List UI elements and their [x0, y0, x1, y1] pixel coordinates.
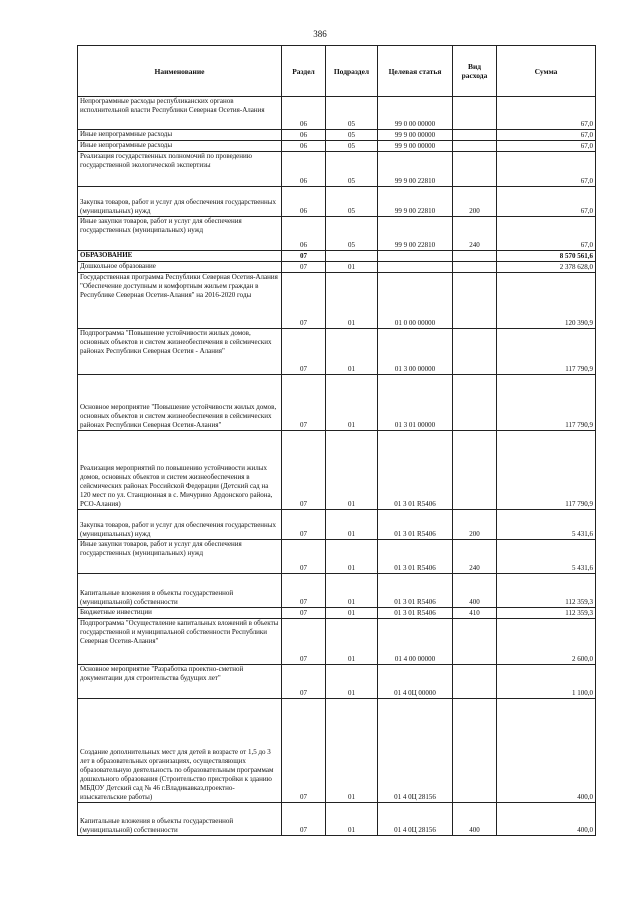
row-type: [453, 141, 497, 152]
table-row: [78, 510, 596, 540]
row-target: 01 3 01 R5406: [378, 574, 453, 608]
row-section: 07: [282, 608, 326, 619]
row-section: 06: [282, 187, 326, 217]
header-target: Целевая статья: [378, 46, 453, 97]
row-target: 99 9 00 00000: [378, 141, 453, 152]
row-type: [453, 665, 497, 699]
row-subsection: 05: [326, 130, 378, 141]
row-target: [378, 251, 453, 262]
row-name: Закупка товаров, работ и услуг для обеспечения государственных (муниципальных) нужд: [78, 187, 282, 217]
row-subsection: 01: [326, 803, 378, 836]
row-target: 01 3 01 R5406: [378, 608, 453, 619]
row-section: 07: [282, 619, 326, 665]
row-target: 99 9 00 22810: [378, 187, 453, 217]
row-subsection: [326, 251, 378, 262]
row-name: Закупка товаров, работ и услуг для обеспечения государственных (муниципальных) нужд: [78, 510, 282, 540]
row-name: Основное мероприятие "Повышение устойчивости жилых домов, основных объектов и систем жизнеобеспечения в сейсмических районах Республики Северная Осетия-Алания": [78, 375, 282, 431]
row-name: Иные закупки товаров, работ и услуг для обеспечения государственных (муниципальных) нужд: [78, 540, 282, 574]
table-row: [78, 97, 596, 130]
row-sum: 67,0: [497, 152, 596, 187]
row-section: 07: [282, 803, 326, 836]
table-row: [78, 273, 596, 329]
table-row: [78, 574, 596, 608]
row-section: 06: [282, 97, 326, 130]
row-subsection: 01: [326, 574, 378, 608]
row-name: Иные закупки товаров, работ и услуг для обеспечения государственных (муниципальных) нужд: [78, 217, 282, 251]
table-row: [78, 803, 596, 836]
row-type: [453, 619, 497, 665]
row-subsection: 01: [326, 619, 378, 665]
row-subsection: 01: [326, 431, 378, 510]
row-type: [453, 262, 497, 273]
table-row: [78, 375, 596, 431]
row-subsection: 01: [326, 329, 378, 375]
row-target: [378, 262, 453, 273]
row-target: 99 9 00 00000: [378, 130, 453, 141]
table-header-row: [78, 46, 596, 97]
row-type: [453, 329, 497, 375]
row-name: Капитальные вложения в объекты государственной (муниципальной) собственности: [78, 574, 282, 608]
row-sum: 112 359,3: [497, 608, 596, 619]
table-row: [78, 699, 596, 803]
row-sum: 5 431,6: [497, 510, 596, 540]
row-section: 07: [282, 329, 326, 375]
header-type: Вид расхода: [453, 46, 497, 97]
row-name: Иные непрограммные расходы: [78, 130, 282, 141]
row-type: [453, 375, 497, 431]
row-sum: 400,0: [497, 803, 596, 836]
row-type: [453, 97, 497, 130]
header-subsection: Подраздел: [326, 46, 378, 97]
row-type: [453, 251, 497, 262]
row-section: 07: [282, 574, 326, 608]
row-sum: 67,0: [497, 217, 596, 251]
row-sum: 117 790,9: [497, 431, 596, 510]
row-section: 07: [282, 665, 326, 699]
row-sum: 120 390,9: [497, 273, 596, 329]
row-subsection: 05: [326, 97, 378, 130]
row-type: [453, 699, 497, 803]
row-sum: 2 600,0: [497, 619, 596, 665]
row-section: 07: [282, 251, 326, 262]
table-row: [78, 262, 596, 273]
row-type: 200: [453, 187, 497, 217]
row-sum: 67,0: [497, 141, 596, 152]
row-name: Основное мероприятие "Разработка проектно-сметной документации для строительства будущих лет": [78, 665, 282, 699]
row-name: Непрограммные расходы республиканских органов исполнительной власти Республики Северная Осетия-Алания: [78, 97, 282, 130]
page-number: 386: [313, 29, 327, 39]
row-section: 07: [282, 699, 326, 803]
row-subsection: 05: [326, 152, 378, 187]
row-type: 400: [453, 803, 497, 836]
row-subsection: 01: [326, 510, 378, 540]
row-target: 99 9 00 22810: [378, 152, 453, 187]
row-name: Подпрограмма "Осуществление капитальных вложений в объекты государственной и муниципальной собственности Республики Северная Осетия-Алания": [78, 619, 282, 665]
row-section: 07: [282, 262, 326, 273]
row-target: 01 0 00 00000: [378, 273, 453, 329]
row-type: 410: [453, 608, 497, 619]
row-name: Создание дополнительных мест для детей в возрасте от 1,5 до 3 лет в образовательных организациях, осуществляющих образовательную деятельность по образовательным программам дошкольного образования (Строительство пристройки к зданию МБДОУ Детский сад № 46 г.Владикавказ,проектно-изыскательские работы): [78, 699, 282, 803]
row-name: Дошкольное образование: [78, 262, 282, 273]
row-target: 01 3 01 R5406: [378, 510, 453, 540]
row-target: 01 4 0Ц 28156: [378, 803, 453, 836]
row-target: 01 4 00 00000: [378, 619, 453, 665]
row-name: ОБРАЗОВАНИЕ: [78, 251, 282, 262]
row-type: 240: [453, 217, 497, 251]
row-subsection: 05: [326, 217, 378, 251]
budget-table: [77, 45, 596, 836]
row-type: [453, 152, 497, 187]
row-section: 07: [282, 540, 326, 574]
header-name: Наименование: [78, 46, 282, 97]
row-subsection: 05: [326, 187, 378, 217]
row-target: 01 3 01 R5406: [378, 431, 453, 510]
row-subsection: 01: [326, 273, 378, 329]
row-target: 01 4 0Ц 00000: [378, 665, 453, 699]
row-target: 99 9 00 22810: [378, 217, 453, 251]
row-name: Бюджетные инвестиции: [78, 608, 282, 619]
row-target: 99 0 00 00000: [378, 97, 453, 130]
table-row: [78, 619, 596, 665]
row-type: 200: [453, 510, 497, 540]
table-row: [78, 152, 596, 187]
row-section: 06: [282, 152, 326, 187]
row-name: Реализация мероприятий по повышению устойчивости жилых домов, основных объектов и систем жизнеобеспечения в сейсмических районах Российской Федерации (Детский сад на 120 мест по ул. Станционная в с. Мичурино Ардонского района, РСО-Алания): [78, 431, 282, 510]
table-row: [78, 540, 596, 574]
row-sum: 1 100,0: [497, 665, 596, 699]
row-sum: 5 431,6: [497, 540, 596, 574]
row-target: 01 3 00 00000: [378, 329, 453, 375]
row-type: [453, 130, 497, 141]
row-sum: 112 359,3: [497, 574, 596, 608]
row-sum: 67,0: [497, 130, 596, 141]
row-sum: 67,0: [497, 187, 596, 217]
header-sum: Сумма: [497, 46, 596, 97]
row-sum: 117 790,9: [497, 329, 596, 375]
row-subsection: 01: [326, 699, 378, 803]
table-row: [78, 329, 596, 375]
row-name: Реализация государственных полномочий по проведению государственной экологической экспертизы: [78, 152, 282, 187]
row-target: 01 3 01 R5406: [378, 540, 453, 574]
row-type: [453, 431, 497, 510]
row-subsection: 01: [326, 608, 378, 619]
row-name: Капитальные вложения в объекты государственной (муниципальной) собственности: [78, 803, 282, 836]
row-sum: 67,0: [497, 97, 596, 130]
row-section: 06: [282, 217, 326, 251]
table-row: [78, 665, 596, 699]
row-subsection: 05: [326, 141, 378, 152]
row-target: 01 3 01 00000: [378, 375, 453, 431]
row-type: 240: [453, 540, 497, 574]
row-name: Иные непрограммные расходы: [78, 141, 282, 152]
row-type: [453, 273, 497, 329]
row-section: 07: [282, 273, 326, 329]
row-section: 07: [282, 431, 326, 510]
row-name: Подпрограмма "Повышение устойчивости жилых домов, основных объектов и систем жизнеобеспечения в сейсмических районах Республики Северная Осетия - Алания": [78, 329, 282, 375]
row-subsection: 01: [326, 540, 378, 574]
row-section: 06: [282, 130, 326, 141]
table-row: [78, 187, 596, 217]
row-type: 400: [453, 574, 497, 608]
table-row: [78, 217, 596, 251]
row-section: 06: [282, 141, 326, 152]
row-subsection: 01: [326, 262, 378, 273]
row-section: 07: [282, 375, 326, 431]
row-subsection: 01: [326, 375, 378, 431]
table-row: [78, 608, 596, 619]
table-row: [78, 431, 596, 510]
header-section: Раздел: [282, 46, 326, 97]
table-row: [78, 251, 596, 262]
table-row: [78, 141, 596, 152]
row-sum: 8 570 561,6: [497, 251, 596, 262]
row-sum: 2 378 628,0: [497, 262, 596, 273]
table-row: [78, 130, 596, 141]
row-sum: 400,0: [497, 699, 596, 803]
row-name: Государственная программа Республики Северная Осетия-Алания "Обеспечение доступным и комфортным жильем граждан в Республике Северная Осетия-Алания" на 2016-2020 годы: [78, 273, 282, 329]
row-subsection: 01: [326, 665, 378, 699]
row-target: 01 4 0Ц 28156: [378, 699, 453, 803]
row-section: 07: [282, 510, 326, 540]
row-sum: 117 790,9: [497, 375, 596, 431]
